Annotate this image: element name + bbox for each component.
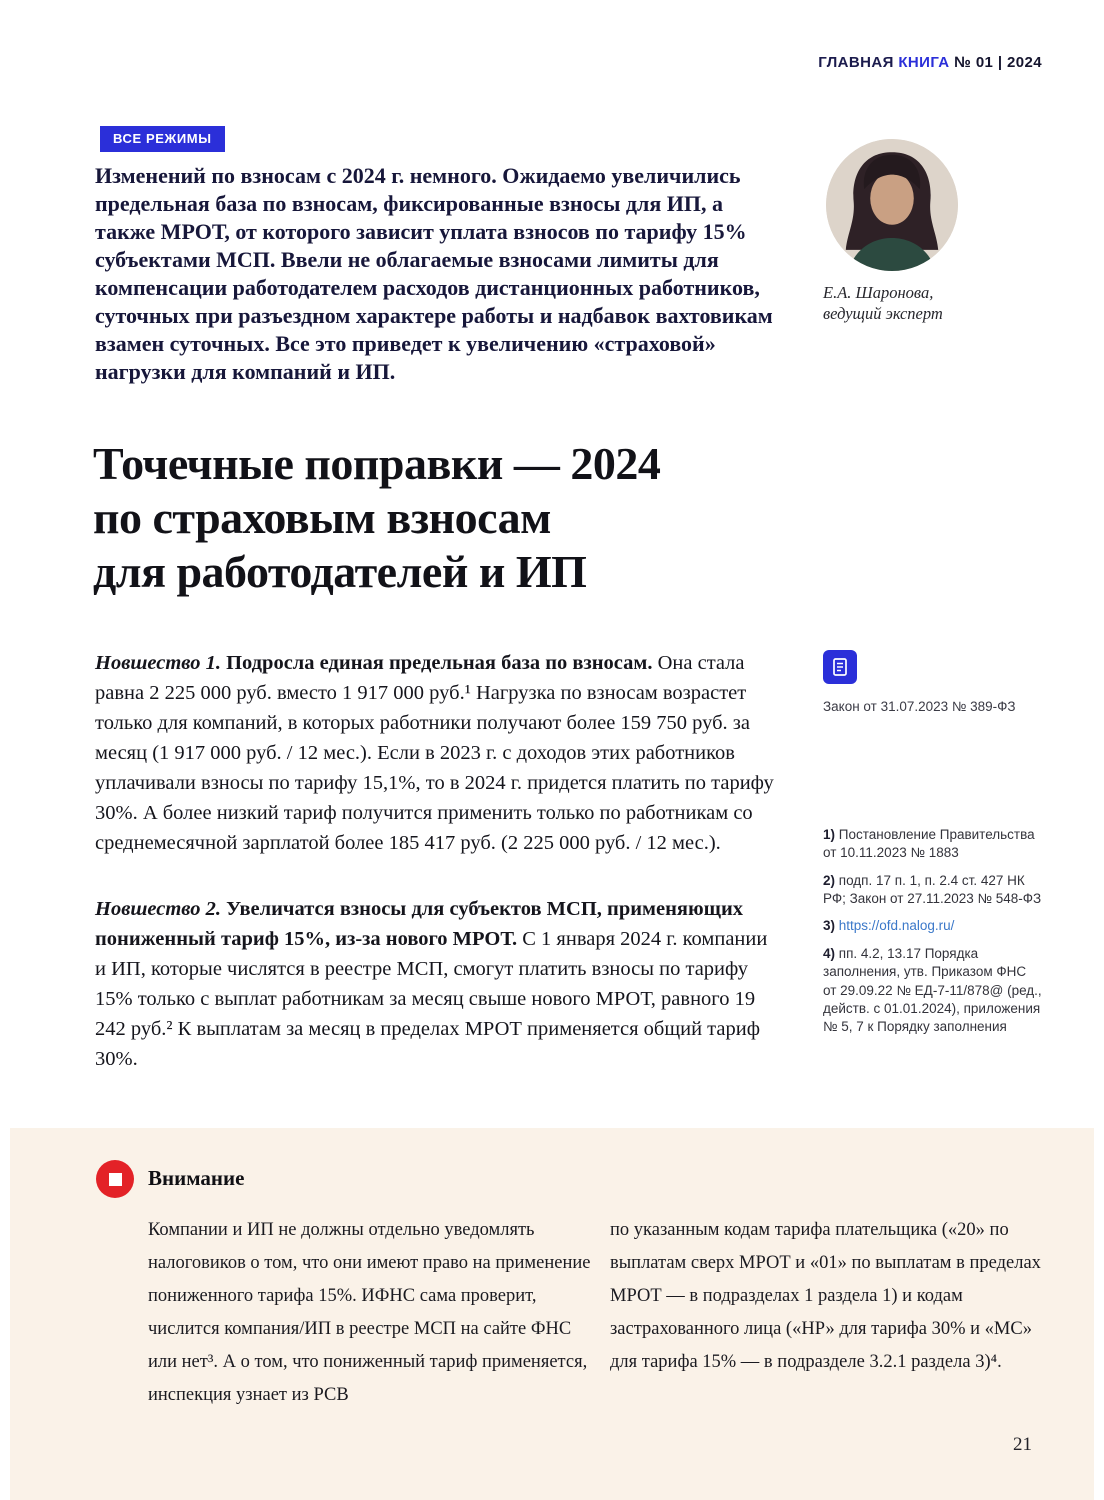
footnote-4-text: пп. 4.2, 13.17 Порядка заполнения, утв. Приказом ФНС от 29.09.22 № ЕД-7-11/878@ (ред., действ. с 01.01.2024), приложения № 5, 7 к Порядку заполнения xyxy=(823,945,1042,1035)
article-title-line3: для работодателей и ИП xyxy=(93,545,587,597)
article-body xyxy=(95,648,779,1110)
magazine-brand-part2: КНИГА xyxy=(898,54,950,71)
page-number: 21 xyxy=(1013,1434,1032,1455)
footnote-3-number: 3) xyxy=(823,918,836,934)
footnote-1-text: Постановление Правительства от 10.11.2023 № 1883 xyxy=(823,827,1035,861)
lead-paragraph: Изменений по взносам с 2024 г. немного. Ожидаемо увеличились предельная база по взносам, фиксированные взносы для ИП, а также МРОТ, от которого зависит уплата взносов по тарифу 15% субъектами МСП. Ввели не облагаемые взносами лимиты для компенсации работодателем расходов дистанционных работников, суточных при разъездном характере работы и надбавок вахтовикам взамен суточных. Все это приведет к увеличению «страховой» нагрузки для компаний и ИП. xyxy=(95,163,773,385)
novelty-2-text: С 1 января 2024 г. компании и ИП, которые числятся в реестре МСП, смогут платить взносы по тарифу 15% только с выплат работникам за месяц свыше нового МРОТ, равного 19 242 руб.² К выплатам за месяц в пределах МРОТ применяется общий тариф 30%. xyxy=(95,928,768,1071)
novelty-1-heading: Подросла единая предельная база по взносам. xyxy=(226,652,653,674)
footnote-4-number: 4) xyxy=(823,945,836,961)
footnotes-list xyxy=(823,826,1043,1046)
author-caption xyxy=(823,282,1043,325)
footnote-2 xyxy=(823,872,1043,909)
author-portrait-illustration xyxy=(826,139,958,271)
author-role: ведущий эксперт xyxy=(823,304,943,324)
attention-box xyxy=(10,1128,1094,1500)
novelty-2-label: Новшество 2. xyxy=(95,898,221,921)
novelty-1-label: Новшество 1. xyxy=(95,652,221,674)
regimes-badge xyxy=(100,126,225,152)
regimes-badge-label: ВСЕ РЕЖИМЫ xyxy=(113,131,212,146)
novelty-1-text: Она стала равна 2 225 000 руб. вместо 1 917 000 руб.¹ Нагрузка по взносам возрастет только для компаний, в которых работники получают более 159 750 руб. за месяц (1 917 000 руб. / 12 мес.). Если в 2023 г. с доходов этих работников уплачивали взносы по тарифу 15,1%, то в 2024 г. придется платить по тарифу 30%. А более низкий тариф получится применить только по работникам со среднемесячной зарплатой более 185 417 руб. (2 225 000 руб. / 12 мес.). xyxy=(95,652,774,855)
magazine-header xyxy=(818,54,1042,71)
law-reference-text: Закон от 31.07.2023 № 389-ФЗ xyxy=(823,699,1016,714)
article-title xyxy=(93,437,913,598)
attention-column-right: по указанным кодам тарифа плательщика («20» по выплатам сверх МРОТ и «01» по выплатам в пределах МРОТ — в подразделах 1 раздела 1) и кодам застрахованного лица («НР» для тарифа 30% и «МС» для тарифа 15% — в подразделе 3.2.1 раздела 3)⁴. xyxy=(610,1220,1041,1372)
footnote-2-text: подп. 17 п. 1, п. 2.4 ст. 427 НК РФ; Закон от 27.11.2023 № 548-ФЗ xyxy=(823,872,1042,907)
document-icon xyxy=(823,650,857,684)
footnote-2-number: 2) xyxy=(823,872,836,888)
novelty-2-heading: Увеличатся взносы для субъектов МСП, применяющих пониженный тариф 15%, из-за нового МРОТ. xyxy=(95,898,744,951)
sidebar-law-reference xyxy=(823,650,1043,716)
author-name: Е.А. Шаронова, xyxy=(823,283,934,302)
attention-heading: Внимание xyxy=(148,1166,245,1190)
article-title-line1: Точечные поправки — 2024 xyxy=(93,438,661,489)
footnote-3 xyxy=(823,917,1043,935)
magazine-brand-part1: ГЛАВНАЯ xyxy=(818,54,894,71)
attention-column-left: Компании и ИП не должны отдельно уведомлять налоговиков о том, что они имеют право на применение пониженного тарифа 15%. ИФНС сама проверит, числится компания/ИП в реестре МСП на сайте ФНС или нет³. А о том, что пониженный тариф применяется, инспекция узнает из РСВ xyxy=(148,1220,591,1405)
footnote-3-link[interactable]: https://ofd.nalog.ru/ xyxy=(838,918,955,934)
footnote-4 xyxy=(823,945,1043,1037)
footnote-1-number: 1) xyxy=(823,827,836,842)
stop-attention-icon xyxy=(96,1160,134,1198)
issue-number: № 01 | 2024 xyxy=(954,54,1042,71)
article-title-line2: по страховым взносам xyxy=(93,491,551,543)
author-photo xyxy=(826,139,958,271)
footnote-1 xyxy=(823,826,1043,863)
novelty-2-paragraph xyxy=(95,894,779,1074)
novelty-1-paragraph xyxy=(95,648,779,858)
